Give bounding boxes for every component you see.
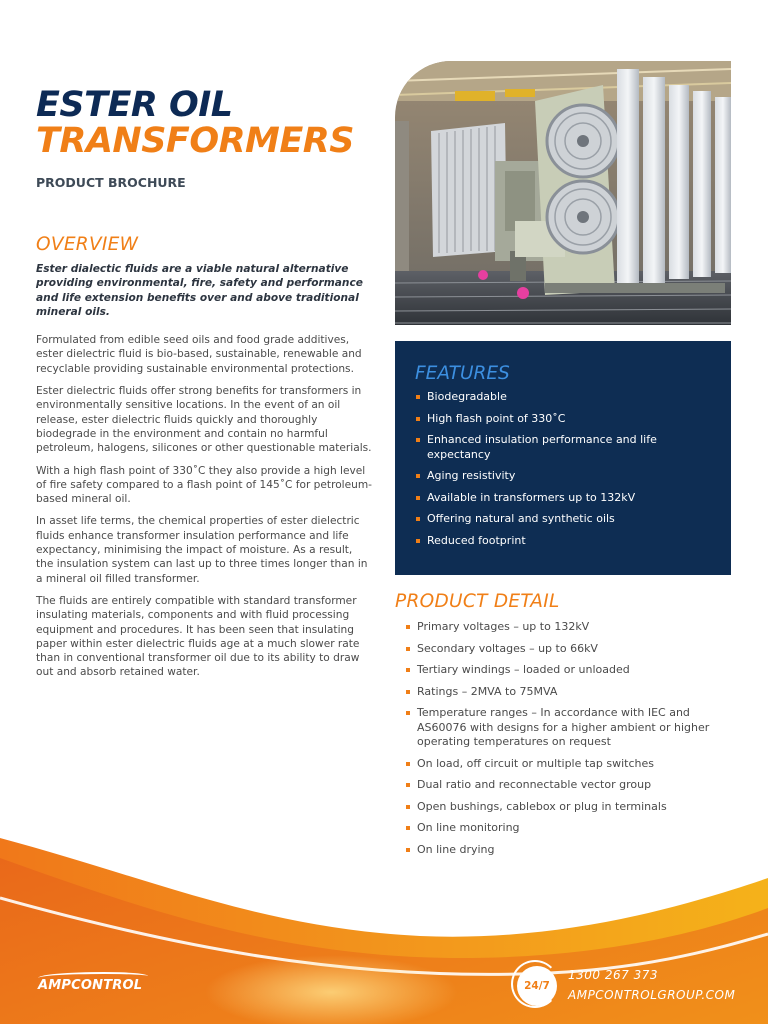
detail-item: Open bushings, cablebox or plug in terminals [405, 800, 725, 815]
overview-paragraph: Formulated from edible seed oils and food grade additives, ester dielectric fluid is bio-based, sustainable, renewable and recyclable providing sustainable environmental protections. [36, 334, 362, 375]
detail-item: Temperature ranges – In accordance with IEC and AS60076 with designs for a higher ambient or higher operating temperatures on request [405, 706, 725, 750]
features-box [395, 341, 731, 575]
detail-item: Ratings – 2MVA to 75MVA [405, 685, 725, 700]
title-line-1: ESTER OIL [36, 85, 233, 125]
contact-phone[interactable]: 1300 267 373 [568, 968, 658, 982]
24-7-badge-icon: 24/7 [517, 966, 557, 1006]
overview-paragraph: The fluids are entirely compatible with standard transformer insulating materials, components and with fluid processing equipment and procedures. It has been seen that insulating paper within ester dielectric fluids age at a much slower rate than in conventional transformer oil due to its ability to draw out and absorb retained water. [36, 594, 360, 679]
detail-item: On load, off circuit or multiple tap switches [405, 757, 725, 772]
transformer-photo [395, 61, 731, 325]
overview-body [36, 262, 372, 688]
detail-item: On line drying [405, 843, 725, 858]
overview-paragraph: With a high flash point of 330˚C they also provide a high level of fire safety compared to a flash point of 145˚C for petroleum-based mineral oil. [36, 464, 373, 506]
detail-item: Primary voltages – up to 132kV [405, 620, 725, 635]
detail-item: Tertiary windings – loaded or unloaded [405, 663, 725, 678]
overview-paragraph: Ester dielectric fluids offer strong benefits for transformers in environmentally sensitive locations. In the event of an oil release, ester dielectric fluids quickly and thoroughly biodegrade in the environment and contain no harmful petroleum, halogens, silicones or other questionable materials. [36, 385, 372, 455]
overview-paragraph: In asset life terms, the chemical properties of ester dielectric fluids enhance transformer insulation performance and life expectancy, minimising the impact of moisture. As a result, the insulation system can last up to three times longer than in a mineral oil filled transformer. [36, 515, 368, 585]
feature-item: Biodegradable [415, 390, 711, 405]
feature-item: High flash point of 330˚C [415, 412, 711, 427]
feature-item: Enhanced insulation performance and life expectancy [415, 433, 711, 462]
features-heading: FEATURES [415, 363, 510, 384]
overview-heading: OVERVIEW [36, 234, 139, 255]
product-detail-heading: PRODUCT DETAIL [395, 591, 560, 612]
features-list [415, 390, 711, 548]
title-line-2: TRANSFORMERS [36, 121, 354, 161]
detail-item: Dual ratio and reconnectable vector group [405, 778, 725, 793]
feature-item: Offering natural and synthetic oils [415, 512, 711, 527]
detail-item: On line monitoring [405, 821, 725, 836]
logo-text: AMPCONTROL [38, 978, 143, 993]
feature-item: Reduced footprint [415, 534, 711, 549]
ampcontrol-logo [38, 978, 142, 993]
subtitle: PRODUCT BROCHURE [36, 175, 186, 190]
logo-swoosh-icon [38, 972, 148, 982]
feature-item: Available in transformers up to 132kV [415, 491, 711, 506]
contact-website-link[interactable]: AMPCONTROLGROUP.COM [568, 988, 736, 1002]
overview-intro: Ester dialectic fluids are a viable natural alternative providing environmental, fire, safety and performance and life extension benefits over and above traditional mineral oils. [36, 263, 363, 318]
detail-item: Secondary voltages – up to 66kV [405, 642, 725, 657]
feature-item: Aging resistivity [415, 469, 711, 484]
product-detail-list [405, 620, 725, 864]
